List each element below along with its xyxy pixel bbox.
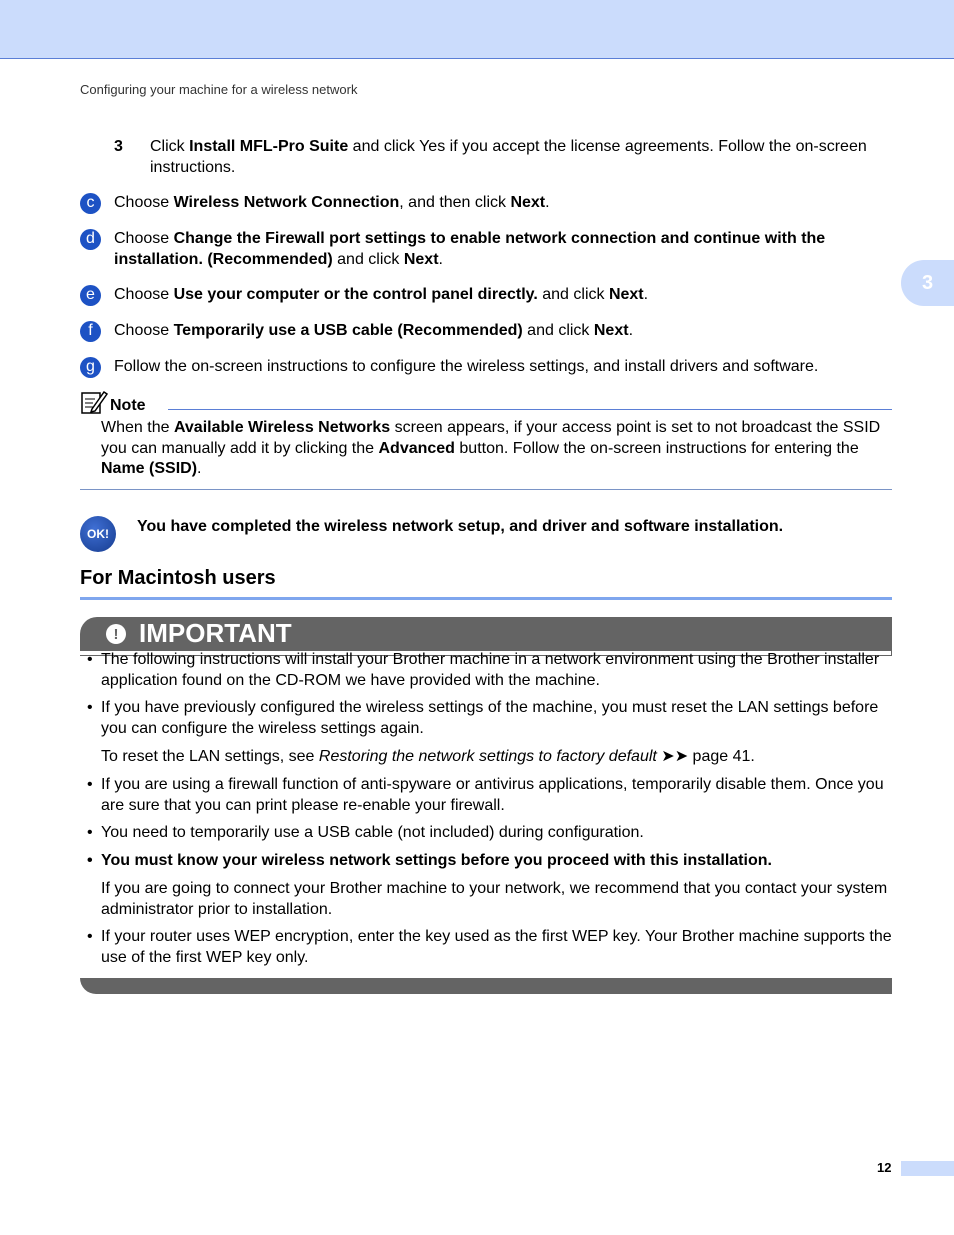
bullet: • <box>87 651 93 668</box>
header-band <box>0 0 954 59</box>
step-text: Click Install MFL-Pro Suite and click Yes if you accept the license agreements. Follow the on-screen instructions. <box>150 138 867 176</box>
step-text: Choose Temporarily use a USB cable (Recommended) and click Next. <box>114 322 634 339</box>
step-text: Follow the on-screen instructions to configure the wireless settings, and install drivers and software. <box>114 358 819 375</box>
step-bullet-icon: d <box>80 229 101 250</box>
bullet: • <box>87 852 93 869</box>
note-pencil-icon <box>80 389 108 415</box>
page-number: 12 <box>877 1160 892 1175</box>
important-item-text: If your router uses WEP encryption, enter the key used as the first WEP key. Your Brother machine supports the use of the first WEP key only. <box>101 928 892 966</box>
running-header: Configuring your machine for a wireless network <box>80 82 358 97</box>
important-item-text: You must know your wireless network settings before you proceed with this installation. <box>101 852 772 869</box>
section-rule <box>80 597 892 600</box>
bullet: • <box>87 776 93 793</box>
step-number: 3 <box>114 138 123 155</box>
step-bullet-icon: f <box>80 321 101 342</box>
step-text: Choose Change the Firewall port settings to enable network connection and continue with the installation. (Recommended) and click Next. <box>114 230 826 268</box>
important-item-text: If you are using a firewall function of anti-spyware or antivirus applications, temporarily disable them. Once you are sure that you can print please re-enable your firewall. <box>101 776 884 814</box>
important-footer-bar <box>80 978 892 994</box>
step-bullet-icon: g <box>80 357 101 378</box>
chapter-tab: 3 <box>901 260 954 306</box>
important-item-text: If you are going to connect your Brother machine to your network, we recommend that you contact your system administrator prior to installation. <box>101 880 888 918</box>
step-text: Choose Wireless Network Connection, and then click Next. <box>114 194 550 211</box>
completion-message: You have completed the wireless network setup, and driver and software installation. <box>137 518 784 535</box>
important-item-text: To reset the LAN settings, see Restoring the network settings to factory default ➤➤ page 41. <box>101 748 755 765</box>
note-body: When the Available Wireless Networks screen appears, if your access point is set to not broadcast the SSID you can manually add it by clicking the Advanced button. Follow the on-screen instructions for entering the Name (SSID). <box>101 419 881 477</box>
page-tab <box>901 1161 954 1176</box>
exclamation-icon: ! <box>106 624 126 644</box>
important-item-text: If you have previously configured the wireless settings of the machine, you must reset the LAN settings before you can configure the wireless settings again. <box>101 699 879 737</box>
bullet: • <box>87 824 93 841</box>
important-item-text: You need to temporarily use a USB cable (not included) during configuration. <box>101 824 644 841</box>
ok-badge-icon: OK! <box>80 516 116 552</box>
important-title: IMPORTANT <box>139 618 292 648</box>
step-bullet-icon: c <box>80 193 101 214</box>
note-separator <box>80 489 892 490</box>
important-item-text: The following instructions will install your Brother machine in a network environment using the Brother installer application found on the CD-ROM we have provided with the machine. <box>101 651 880 689</box>
step-text: Choose Use your computer or the control panel directly. and click Next. <box>114 286 649 303</box>
note-header <box>80 389 892 415</box>
note-label: Note <box>110 397 146 414</box>
section-title: For Macintosh users <box>80 567 276 589</box>
step-bullet-icon: e <box>80 285 101 306</box>
bullet: • <box>87 928 93 945</box>
note-divider <box>168 409 892 410</box>
bullet: • <box>87 699 93 716</box>
